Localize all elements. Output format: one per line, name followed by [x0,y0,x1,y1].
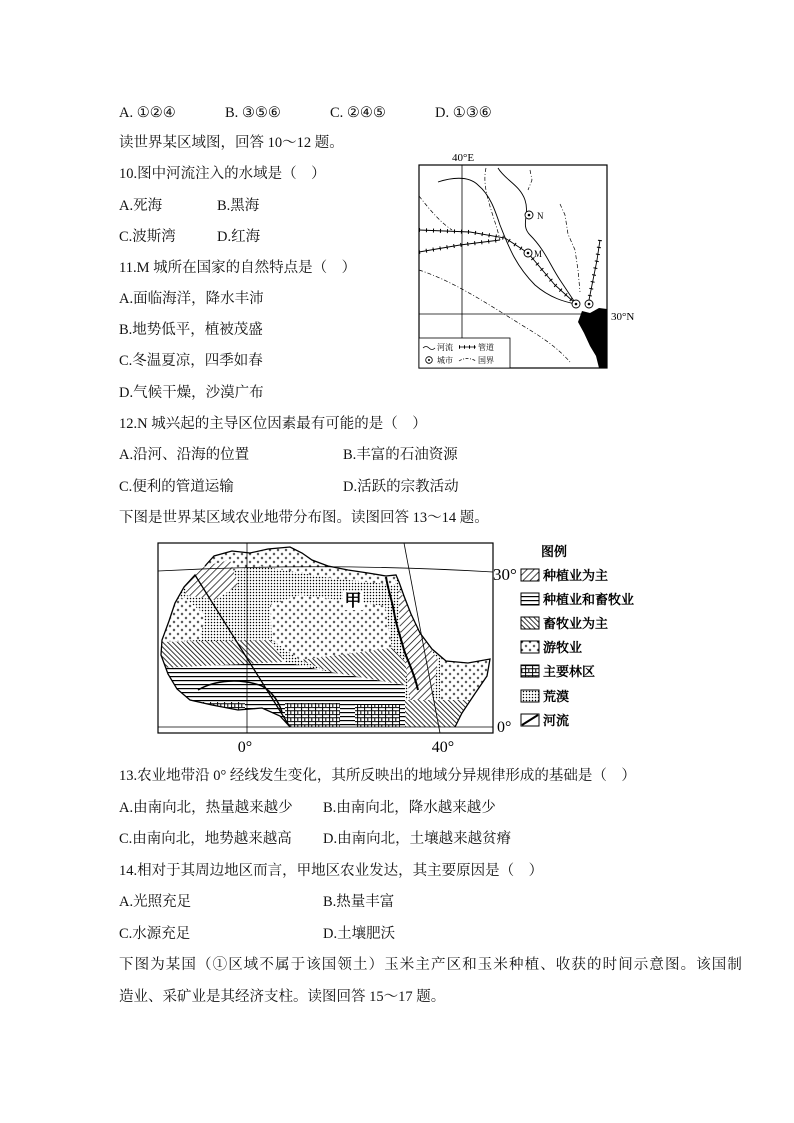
map1-city-n-label: N [537,211,544,221]
map1-legend-river: 河流 [437,343,453,352]
q12-option-b: B.丰富的石油资源 [343,447,458,463]
q12-option-c: C.便利的管道运输 [119,479,234,495]
map1-frame [419,165,607,368]
map1-legend-border: 国界 [478,356,494,365]
map1-middle-east [410,145,650,375]
map2-lon0-label: 0° [237,739,253,756]
map1-legend [419,338,510,368]
q11-option-d: D.气候干燥，沙漠广布 [119,385,264,401]
q12-option-d: D.活跃的宗教活动 [343,479,459,495]
q9-option-c: C. ②④⑤ [330,105,386,121]
map2-region-jia-label: 甲 [344,591,362,610]
map2-equator-label: 0° [497,719,512,736]
q14-option-c: C.水源充足 [119,926,191,942]
map2-legend-nomad: 游牧业 [543,640,583,655]
legend-swatch-livestock [521,617,539,629]
map1-city-m [524,249,532,257]
zone-forest [285,703,340,727]
map1-legend-pipeline: 管道 [478,343,494,352]
intro-15-17-line2: 造业、采矿业是其经济支柱。读图回答 15～17 题。 [119,989,446,1005]
q9-option-d: D. ①③⑥ [435,105,492,121]
q12-option-a: A.沿河、沿海的位置 [119,447,250,463]
map2-legend-river: 河流 [543,713,570,728]
intro-10-12: 读世界某区域图，回答 10～12 题。 [119,135,344,151]
legend-swatch-desert [521,690,539,702]
q11-option-b: B.地势低平，植被茂盛 [119,322,263,338]
map2-legend-crop: 种植业为主 [543,568,609,583]
q9-option-a: A. ①②④ [119,105,176,121]
map2-legend-forest: 主要林区 [543,664,596,679]
q13-stem: 13.农业地带沿 0° 经线发生变化，其所反映出的地域分异规律形成的基础是（ ） [119,768,636,784]
map1-parallel-label: 30°N [611,311,635,323]
q13-option-d: D.由南向北，土壤越来越贫瘠 [323,831,512,847]
map1-city-marker [585,300,593,308]
map1-meridian-label: 40°E [451,152,475,164]
map1-city-marker [572,300,580,308]
q10-option-d: D.红海 [217,229,261,245]
legend-swatch-forest [521,665,539,677]
map1-legend-city: 城市 [437,356,453,365]
map2-africa-agriculture [150,538,665,760]
intro-13-14: 下图是世界某区域农业地带分布图。读图回答 13～14 题。 [119,510,489,526]
q13-option-b: B.由南向北，降水越来越少 [323,800,496,816]
map2-lon40-label: 40° [431,739,455,756]
legend-swatch-crop [521,569,539,581]
zone-forest [355,705,400,727]
q10-option-b: B.黑海 [217,198,260,214]
map2-legend-desert: 荒漠 [543,689,570,704]
map1-city-m-label: M [534,249,543,259]
q9-option-b: B. ③⑤⑥ [225,105,281,121]
map2-legend [521,544,634,728]
q11-option-c: C.冬温夏凉，四季如春 [119,353,263,369]
q10-stem: 10.图中河流注入的水域是（ ） [119,166,326,182]
q14-option-a: A.光照充足 [119,894,192,910]
q11-stem: 11.M 城所在国家的自然特点是（ ） [119,260,357,276]
intro-15-17-line1: 下图为某国（①区域不属于该国领土）玉米主产区和玉米种植、收获的时间示意图。该国制 [119,957,743,973]
q13-option-c: C.由南向北，地势越来越高 [119,831,292,847]
q10-option-c: C.波斯湾 [119,229,176,245]
map1-city-n [525,211,533,219]
map2-lat30-label: 30° [493,565,517,584]
map2-legend-mixed: 种植业和畜牧业 [543,592,635,607]
legend-swatch-nomad [521,641,539,653]
map2-legend-title: 图例 [540,544,568,559]
map2-legend-livestock: 畜牧业为主 [543,616,609,631]
q14-stem: 14.相对于其周边地区而言，甲地区农业发达，其主要原因是（ ） [119,863,544,879]
q14-option-b: B.热量丰富 [323,894,395,910]
q14-option-d: D.土壤肥沃 [323,926,396,942]
legend-swatch-mixed [521,593,539,605]
q11-option-a: A.面临海洋，降水丰沛 [119,291,264,307]
q12-stem: 12.N 城兴起的主导区位因素最有可能的是（ ） [119,416,427,432]
q10-option-a: A.死海 [119,198,163,214]
q13-option-a: A.由南向北，热量越来越少 [119,800,293,816]
